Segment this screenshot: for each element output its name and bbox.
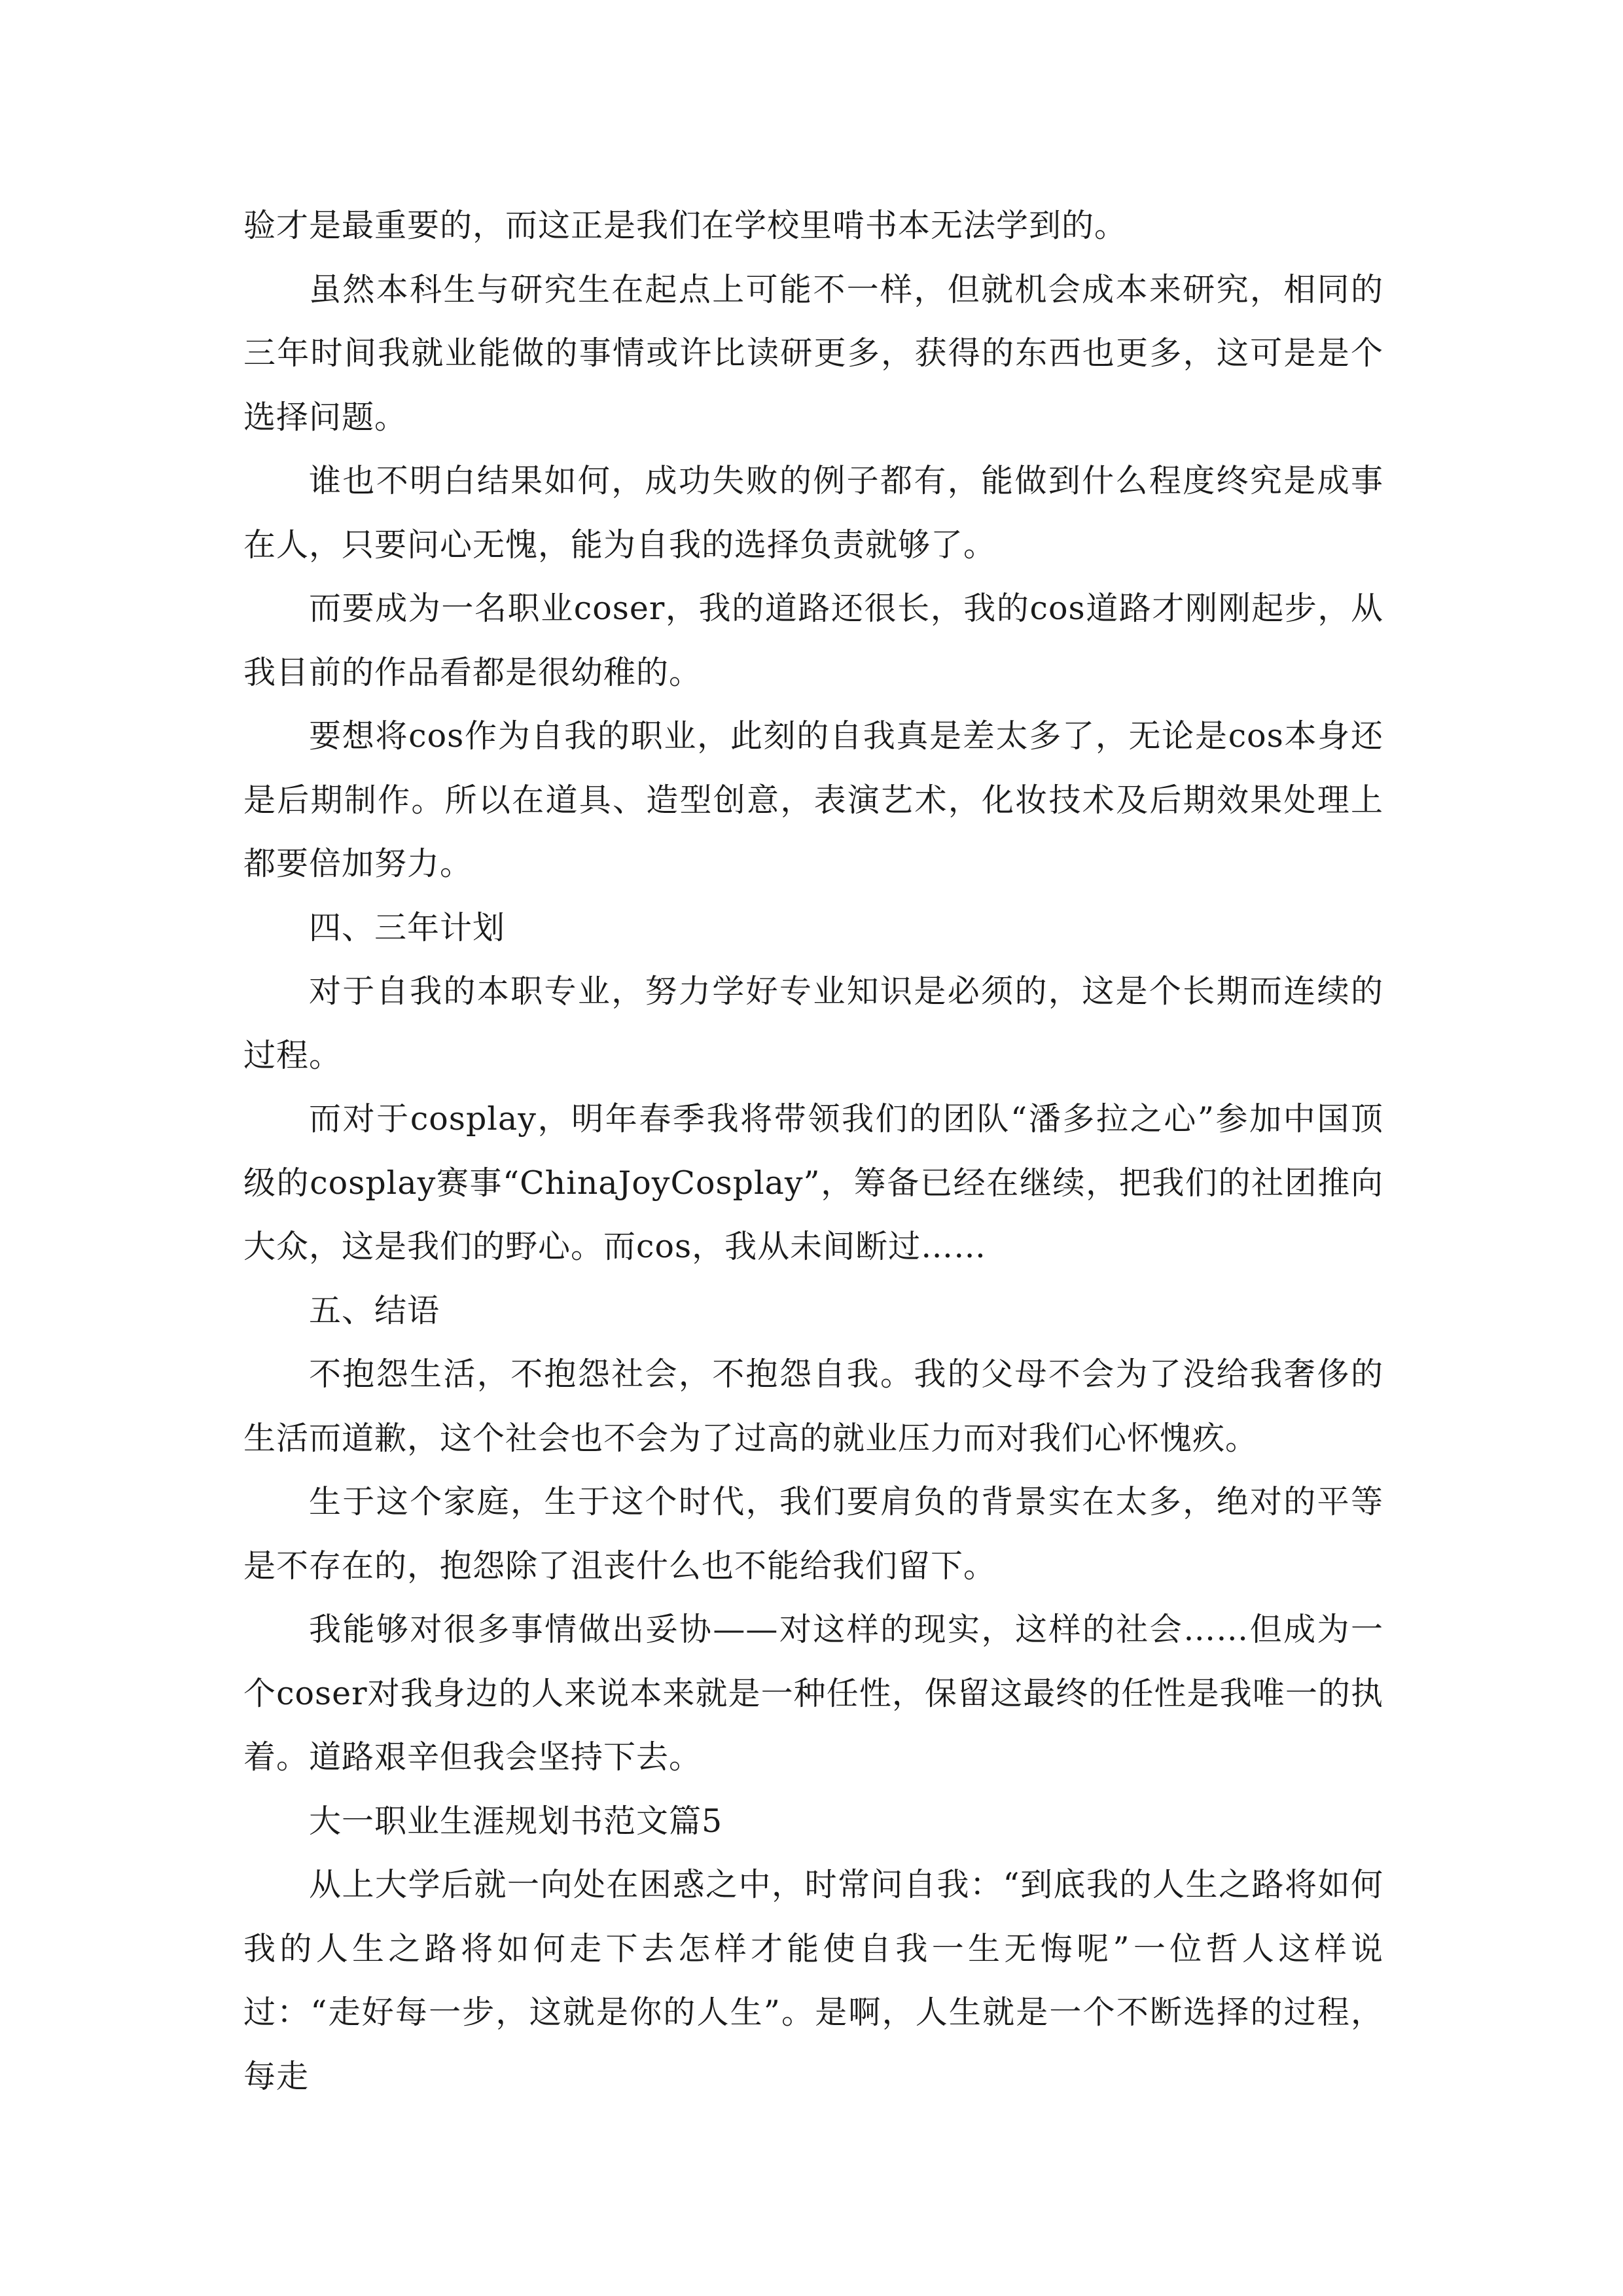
paragraph: 谁也不明白结果如何，成功失败的例子都有，能做到什么程度终究是成事在人，只要问心无愧，能为自我的选择负责就够了。 bbox=[243, 462, 1383, 564]
paragraph: 从上大学后就一向处在困惑之中，时常问自我：“到底我的人生之路将如何我的人生之路将如何走下去怎样才能使自我一生无悔呢”一位哲人这样说过：“走好每一步，这就是你的人生”。是啊，人生就是一个不断选择的过程，每走 bbox=[243, 1866, 1383, 2095]
section-heading-conclusion: 五、结语 bbox=[309, 1291, 440, 1329]
paragraph: 对于自我的本职专业，努力学好专业知识是必须的，这是个长期而连续的过程。 bbox=[243, 973, 1383, 1074]
paragraph: 我能够对很多事情做出妥协——对这样的现实，这样的社会……但成为一个coser对我身边的人来说本来就是一种任性，保留这最终的任性是我唯一的执着。道路艰辛但我会坚持下去。 bbox=[243, 1611, 1383, 1776]
paragraph: 虽然本科生与研究生在起点上可能不一样，但就机会成本来研究，相同的三年时间我就业能做的事情或许比读研更多，获得的东西也更多，这可是是个选择问题。 bbox=[243, 270, 1383, 436]
article-title-part-5: 大一职业生涯规划书范文篇5 bbox=[309, 1802, 723, 1840]
section-heading-three-year-plan: 四、三年计划 bbox=[309, 908, 506, 946]
paragraph: 而对于cosplay，明年春季我将带领我们的团队“潘多拉之心”参加中国顶级的cosplay赛事“ChinaJoyCosplay”，筹备已经在继续，把我们的社团推向大众，这是我们的野心。而cos，我从未间断过…… bbox=[243, 1100, 1383, 1265]
document-body bbox=[243, 194, 1383, 2108]
paragraph: 不抱怨生活，不抱怨社会，不抱怨自我。我的父母不会为了没给我奢侈的生活而道歉，这个社会也不会为了过高的就业压力而对我们心怀愧疚。 bbox=[243, 1355, 1383, 1457]
paragraph: 生于这个家庭，生于这个时代，我们要肩负的背景实在太多，绝对的平等是不存在的，抱怨除了沮丧什么也不能给我们留下。 bbox=[243, 1483, 1383, 1585]
paragraph: 而要成为一名职业coser，我的道路还很长，我的cos道路才刚刚起步，从我目前的作品看都是很幼稚的。 bbox=[243, 590, 1383, 691]
paragraph-continuation: 验才是最重要的，而这正是我们在学校里啃书本无法学到的。 bbox=[243, 207, 1128, 244]
paragraph: 要想将cos作为自我的职业，此刻的自我真是差太多了，无论是cos本身还是后期制作。所以在道具、造型创意，表演艺术，化妆技术及后期效果处理上都要倍加努力。 bbox=[243, 717, 1383, 882]
